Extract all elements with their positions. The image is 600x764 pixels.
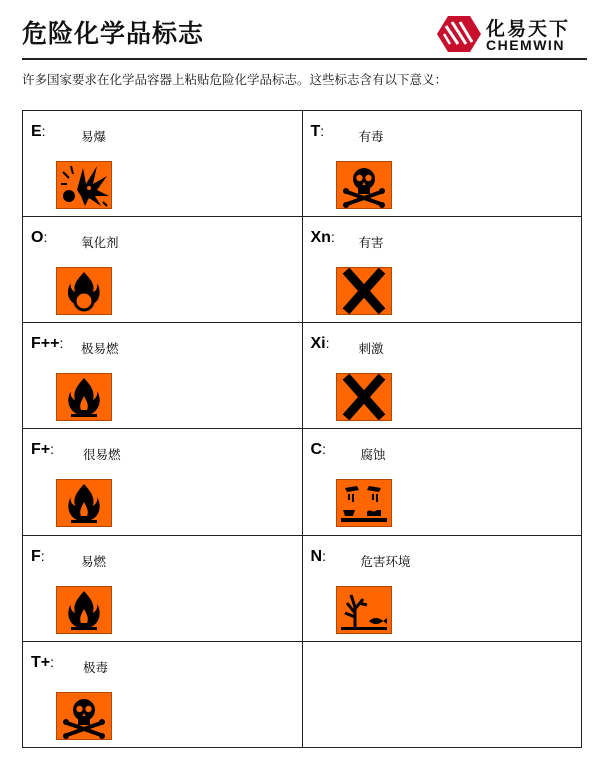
hazard-symbol-table [22, 110, 582, 748]
symbol-cell-F++ [23, 323, 303, 429]
symbol-name: 刺激 [358, 341, 384, 357]
symbol-name: 有害 [358, 235, 384, 251]
symbol-code: T+: [31, 653, 55, 671]
symbol-cell-E [23, 111, 303, 217]
symbol-code: Xn: [310, 229, 335, 247]
flame-icon [56, 373, 112, 421]
skull-crossbones-icon [336, 161, 392, 209]
page-header [0, 0, 600, 60]
symbol-cell-C [302, 429, 582, 535]
flame-icon [56, 479, 112, 527]
explosion-icon [56, 161, 112, 209]
empty-cell [302, 641, 582, 747]
symbol-cell-Xn [302, 217, 582, 323]
symbol-name: 易燃 [81, 553, 107, 569]
symbol-code: Xi: [310, 335, 330, 353]
flame-icon [56, 586, 112, 634]
cross-x-icon [336, 267, 392, 315]
symbol-cell-Xi [302, 323, 582, 429]
symbol-code: T: [310, 123, 325, 140]
symbol-name: 极易燃 [81, 341, 119, 357]
symbol-code: E: [31, 123, 46, 140]
cross-x-icon [336, 373, 392, 421]
symbol-cell-T+ [23, 641, 303, 747]
symbol-code: O: [31, 229, 48, 247]
page-title: 危险化学品标志 [22, 19, 205, 48]
chemwin-logo-icon [436, 14, 482, 54]
header-divider [22, 58, 587, 60]
symbol-name: 极毒 [83, 659, 109, 675]
logo-chinese-text: 化易天下 [486, 18, 571, 40]
symbol-code: F++: [31, 335, 64, 353]
symbol-code: N: [310, 547, 326, 565]
symbol-name: 易爆 [81, 129, 107, 144]
symbol-cell-F [23, 535, 303, 641]
symbol-cell-O [23, 217, 303, 323]
logo-english-text: CHEMWIN [486, 37, 565, 53]
symbol-cell-F+ [23, 429, 303, 535]
chemwin-logo [436, 14, 586, 54]
intro-text: 许多国家要求在化学品容器上粘贴危险化学品标志。这些标志含有以下意义： [22, 72, 448, 87]
dead-tree-fish-icon [336, 586, 392, 634]
symbol-code: F+: [31, 441, 55, 459]
skull-crossbones-icon [56, 692, 112, 740]
flame-over-circle-icon [56, 267, 112, 315]
corrosion-icon [336, 479, 392, 527]
symbol-name: 氧化剂 [81, 235, 119, 251]
symbol-name: 很易燃 [83, 447, 121, 463]
symbol-cell-T [302, 111, 582, 217]
symbol-name: 腐蚀 [360, 447, 386, 463]
symbol-code: C: [310, 441, 326, 459]
symbol-name: 危害环境 [360, 553, 411, 569]
symbol-cell-N [302, 535, 582, 641]
symbol-code: F: [31, 547, 45, 565]
symbol-name: 有毒 [358, 129, 384, 144]
